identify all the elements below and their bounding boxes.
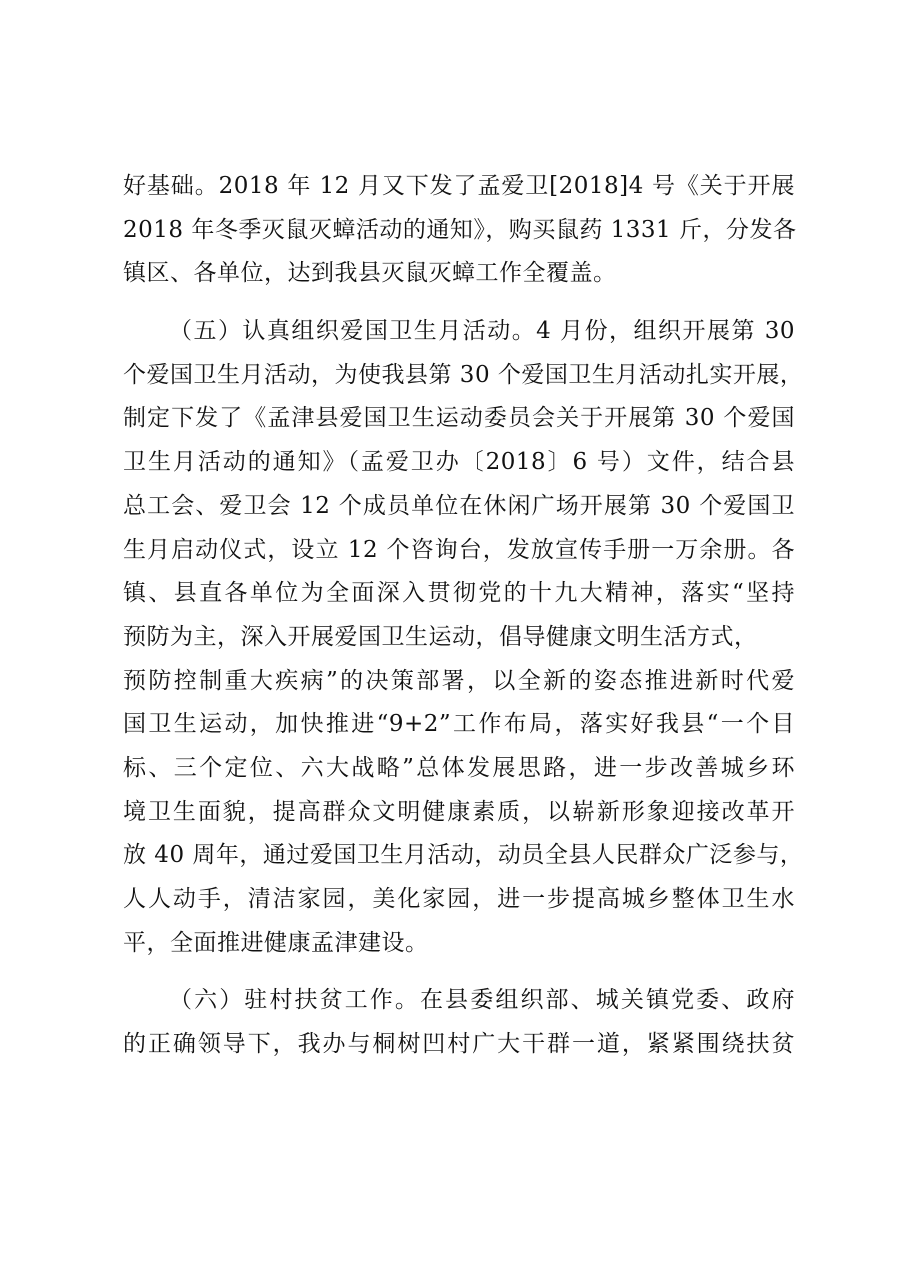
text-line: 预防控制重大疾病”的决策部署，以全新的姿态推进新时代爱 xyxy=(123,667,795,694)
text-line: 2018 年冬季灭鼠灭蟑活动的通知》，购买鼠药 1331 斤，分发各 xyxy=(123,216,797,243)
text-line: 境卫生面貌，提高群众文明健康素质，以崭新形象迎接改革开 xyxy=(123,798,795,825)
text-line: 预防为主，深入开展爱国卫生运动，倡导健康文明生活方式， xyxy=(123,623,758,650)
paragraph-3 xyxy=(123,979,795,1066)
paragraph-spacer xyxy=(123,965,795,979)
text-line: 制定下发了《孟津县爱国卫生运动委员会关于开展第 30 个爱国 xyxy=(123,405,795,432)
text-line: （六）驻村扶贫工作。在县委组织部、城关镇党委、政府 xyxy=(169,987,795,1014)
text-line: 的正确领导下，我办与桐树凹村广大干群一道，紧紧围绕扶贫 xyxy=(123,1031,795,1058)
text-line: 卫生月活动的通知》（孟爱卫办〔2018〕6 号）文件，结合县 xyxy=(123,449,795,476)
text-line: 平，全面推进健康孟津建设。 xyxy=(123,929,429,956)
paragraph-spacer xyxy=(123,296,795,310)
text-line: 总工会、爱卫会 12 个成员单位在休闲广场开展第 30 个爱国卫 xyxy=(123,492,795,519)
text-line: 国卫生运动，加快推进“9+2”工作布局，落实好我县“一个目 xyxy=(123,711,795,738)
text-line: 镇区、各单位，达到我县灭鼠灭蟑工作全覆盖。 xyxy=(123,260,617,287)
document-body xyxy=(123,165,804,1067)
text-line: 标、三个定位、六大战略”总体发展思路，进一步改善城乡环 xyxy=(123,754,795,781)
text-line: 放 40 周年，通过爱国卫生月活动，动员全县人民群众广泛参与， xyxy=(123,842,804,869)
text-line: 好基础。2018 年 12 月又下发了孟爱卫[2018]4 号《关于开展 xyxy=(123,173,795,199)
text-line: 个爱国卫生月活动，为使我县第 30 个爱国卫生月活动扎实开展， xyxy=(123,361,804,388)
text-line: 人人动手，清洁家园，美化家园，进一步提高城乡整体卫生水 xyxy=(123,886,795,912)
text-line: 镇、县直各单位为全面深入贯彻党的十九大精神，落实“坚持 xyxy=(123,580,795,607)
paragraph-2 xyxy=(123,310,804,965)
text-line: 生月启动仪式，设立 12 个咨询台，发放宣传手册一万余册。各 xyxy=(123,536,795,563)
text-line: （五）认真组织爱国卫生月活动。4 月份，组织开展第 30 xyxy=(169,318,795,345)
paragraph-1 xyxy=(123,165,795,296)
